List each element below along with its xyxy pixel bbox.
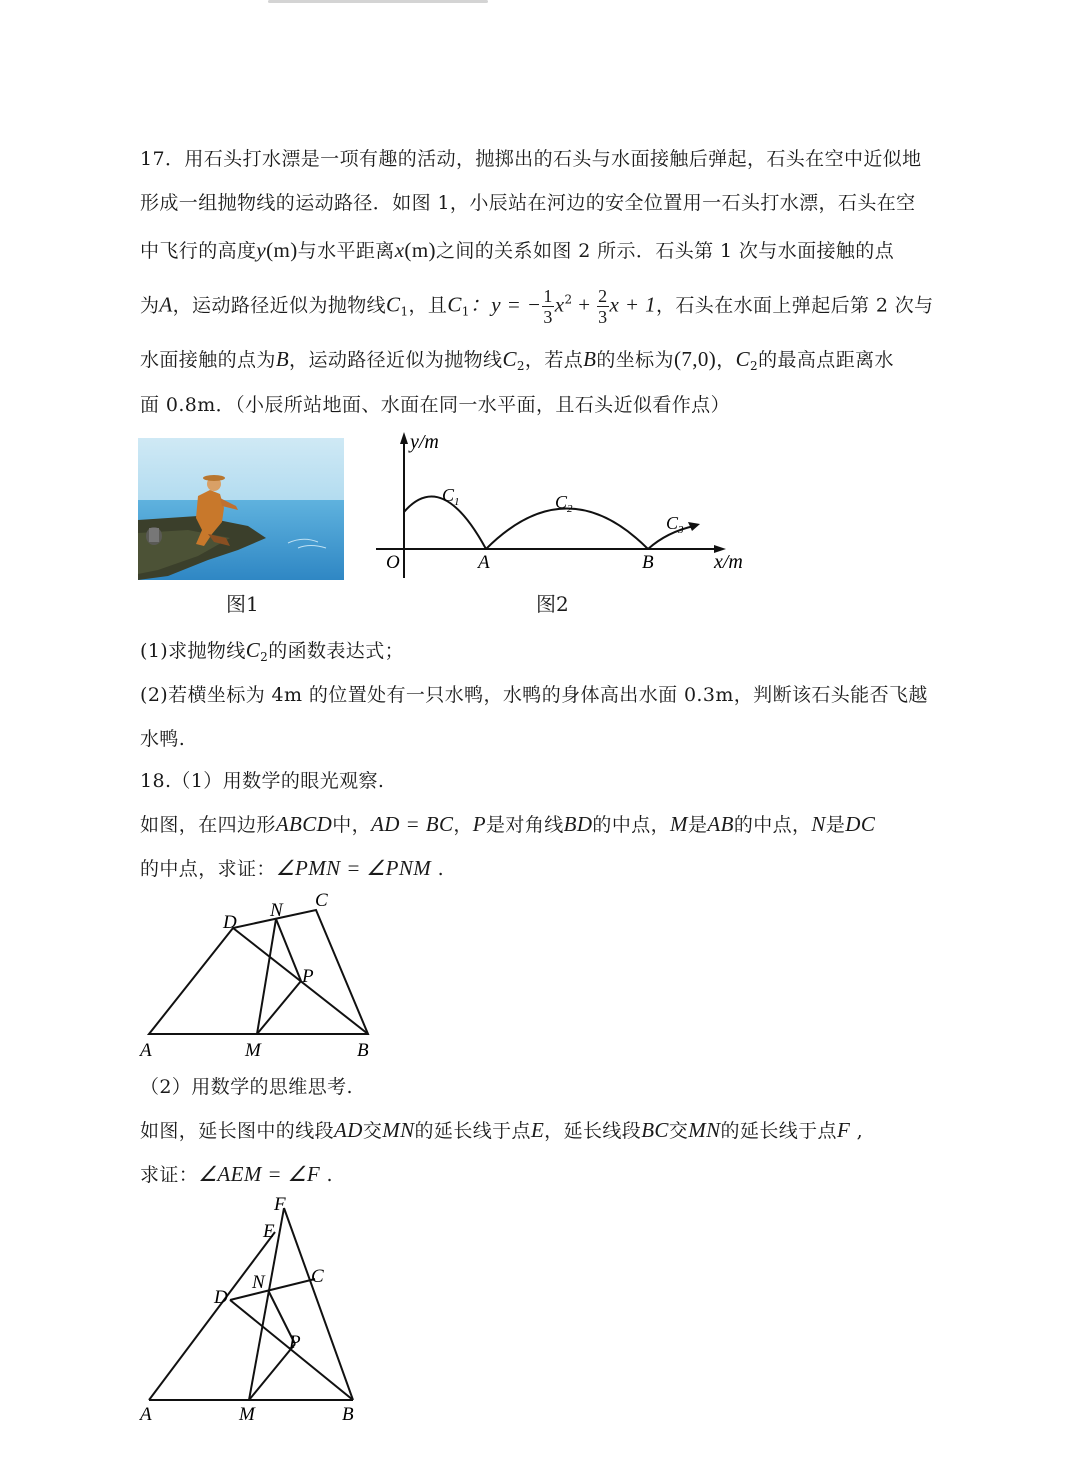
label-m: M [239,1404,255,1425]
q17-part-1: (1)求抛物线$C_2$的函数表达式； [140,638,404,664]
y-axis-arrow [400,432,408,444]
point-a-label: A [478,552,490,573]
label-c: C [315,890,328,911]
q17-line-4: 为A，运动路径近似为抛物线$C_1$，且$C_1$：y = − $\frac{1}{3}$ $x^2$ + $\frac{2}{3}$ x + 1，石头在水面上弹起后第 2 次与 [140,286,934,327]
label-p: P [302,966,314,987]
label-c: C [311,1266,324,1287]
label-n: N [252,1272,265,1293]
y-axis-label: y/m [410,431,439,453]
q17-part-2-line-1: (2)若横坐标为 4m 的位置处有一只水鸭，水鸭的身体高出水面 0.3m，判断该石头能否飞越 [140,684,928,706]
x-axis-label: x/m [714,551,743,573]
point-b-label: B [642,552,654,573]
line-ae [149,1232,275,1400]
q17-line-2: 形成一组抛物线的运动路径．如图 1，小辰站在河边的安全位置用一石头打水漂，石头在空 [140,192,916,214]
quadrilateral-figure-2 [136,1192,376,1428]
label-d: D [223,912,237,933]
q17-part-2-line-2: 水鸭. [140,728,186,750]
fraction-two-thirds: $\frac{2}{3}$ [598,286,608,327]
fraction-one-third: $\frac{1}{3}$ [543,286,553,327]
q17-line-1: 17．用石头打水漂是一项有趣的活动，抛掷出的石头与水面接触后弹起，石头在空中近似地 [140,148,922,170]
label-b: B [357,1040,369,1061]
q18-line-1: 18.（1）用数学的眼光观察. [140,770,385,792]
c3-label: $C_3$ [666,513,684,536]
q17-line-3: 中飞行的高度y(m)与水平距离x(m)之间的关系如图 2 所示．石头第 1 次与水面接触的点 [140,238,895,262]
label-b: B [342,1404,354,1425]
q18-line-5: 如图，延长图中的线段AD交MN的延长线于点E，延长线段BC交MN的延长线于点F , [140,1118,864,1142]
q17-line-6: 面 0.8m．（小辰所站地面、水面在同一水平面，且石头近似看作点） [140,394,730,416]
label-e: E [263,1221,275,1242]
top-scroll-indicator [268,0,488,3]
q17-line-5: 水面接触的点为B，运动路径近似为抛物线$C_2$，若点B的坐标为(7,0)，$C_2$的最高点距离水 [140,347,894,373]
label-f: F [274,1194,286,1215]
figure-1-photo [138,438,344,580]
label-m: M [245,1040,261,1061]
q18-line-4: （2）用数学的思维思考. [140,1076,353,1098]
c1-label: $C_1$ [442,485,460,508]
label-d: D [214,1287,228,1308]
q18-line-3: 的中点，求证：∠PMN = ∠PNM . [140,856,445,880]
label-a: A [140,1040,152,1061]
label-p: P [289,1332,301,1353]
c2-label: $C_2$ [555,492,573,515]
origin-label: O [386,552,400,573]
q18-line-6: 求证：∠AEM = ∠F . [140,1162,333,1186]
figure-2-caption: 图2 [536,592,569,616]
q18-line-2: 如图，在四边形ABCD中，AD = BC，P是对角线BD的中点，M是AB的中点，N是DC [140,812,876,836]
label-a: A [140,1404,152,1425]
figure-1-caption: 图1 [226,592,259,616]
quadrilateral-abcd [149,910,368,1034]
label-n: N [270,900,283,921]
figure-2-graph [372,428,762,580]
quadrilateral-figure-1 [136,884,386,1062]
segment-mn [257,919,276,1034]
